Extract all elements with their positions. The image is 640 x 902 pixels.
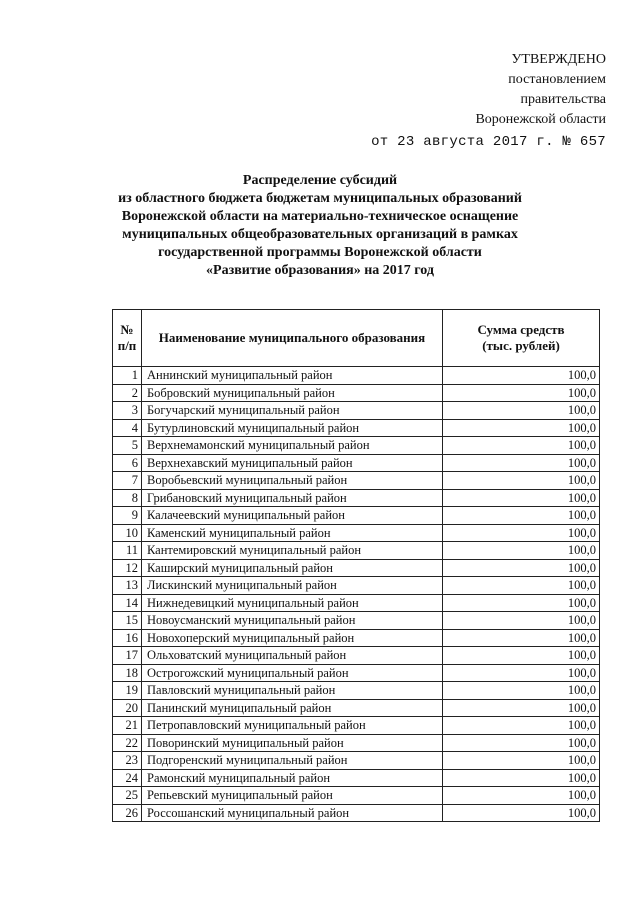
table-row — [113, 734, 600, 752]
subsidy-amount: 100,0 — [443, 787, 600, 805]
municipality-name: Ольховатский муниципальный район — [142, 647, 443, 665]
municipality-name: Новохоперский муниципальный район — [142, 629, 443, 647]
row-number: 21 — [113, 717, 142, 735]
row-number: 16 — [113, 629, 142, 647]
subsidy-amount: 100,0 — [443, 699, 600, 717]
row-number: 25 — [113, 787, 142, 805]
subsidy-amount: 100,0 — [443, 647, 600, 665]
municipality-name: Богучарский муниципальный район — [142, 402, 443, 420]
table-row — [113, 489, 600, 507]
municipality-name: Панинский муниципальный район — [142, 699, 443, 717]
municipality-name: Петропавловский муниципальный район — [142, 717, 443, 735]
header-number: № п/п — [113, 310, 142, 367]
municipality-name: Бутурлиновский муниципальный район — [142, 419, 443, 437]
table-row — [113, 559, 600, 577]
subsidy-amount: 100,0 — [443, 769, 600, 787]
municipality-name: Нижнедевицкий муниципальный район — [142, 594, 443, 612]
row-number: 18 — [113, 664, 142, 682]
approval-heading: УТВЕРЖДЕНО — [511, 52, 606, 67]
municipality-name: Лискинский муниципальный район — [142, 577, 443, 595]
subsidy-amount: 100,0 — [443, 437, 600, 455]
table-row — [113, 402, 600, 420]
municipality-name: Каменский муниципальный район — [142, 524, 443, 542]
subsidy-amount: 100,0 — [443, 612, 600, 630]
title-line-1: Распределение субсидий — [242, 173, 398, 188]
table-row — [113, 804, 600, 822]
row-number: 19 — [113, 682, 142, 700]
title-line-4: муниципальных общеобразовательных организаций в рамках — [122, 227, 518, 242]
row-number: 23 — [113, 752, 142, 770]
subsidy-amount: 100,0 — [443, 734, 600, 752]
table-row — [113, 717, 600, 735]
municipality-name: Новоусманский муниципальный район — [142, 612, 443, 630]
row-number: 12 — [113, 559, 142, 577]
municipality-name: Воробьевский муниципальный район — [142, 472, 443, 490]
subsidy-amount: 100,0 — [443, 594, 600, 612]
subsidy-amount: 100,0 — [443, 559, 600, 577]
row-number: 2 — [113, 384, 142, 402]
municipality-name: Калачеевский муниципальный район — [142, 507, 443, 525]
municipality-name: Грибановский муниципальный район — [142, 489, 443, 507]
document-title — [100, 172, 540, 280]
table-row — [113, 682, 600, 700]
row-number: 24 — [113, 769, 142, 787]
municipality-name: Бобровский муниципальный район — [142, 384, 443, 402]
municipality-name: Кантемировский муниципальный район — [142, 542, 443, 560]
title-line-6: «Развитие образования» на 2017 год — [206, 263, 434, 278]
row-number: 22 — [113, 734, 142, 752]
table-row — [113, 419, 600, 437]
subsidy-amount: 100,0 — [443, 367, 600, 385]
subsidy-amount: 100,0 — [443, 489, 600, 507]
table-row — [113, 577, 600, 595]
row-number: 7 — [113, 472, 142, 490]
table-row — [113, 769, 600, 787]
subsidy-amount: 100,0 — [443, 524, 600, 542]
header-municipality: Наименование муниципального образования — [142, 310, 443, 367]
table-row — [113, 594, 600, 612]
subsidy-amount: 100,0 — [443, 664, 600, 682]
table-row — [113, 437, 600, 455]
table-row — [113, 612, 600, 630]
row-number: 15 — [113, 612, 142, 630]
subsidy-amount: 100,0 — [443, 629, 600, 647]
approval-line-government: правительства — [520, 92, 606, 107]
row-number: 17 — [113, 647, 142, 665]
municipality-name: Подгоренский муниципальный район — [142, 752, 443, 770]
subsidy-amount: 100,0 — [443, 682, 600, 700]
approval-stamp — [371, 50, 606, 152]
subsidy-amount: 100,0 — [443, 752, 600, 770]
municipality-name: Рамонский муниципальный район — [142, 769, 443, 787]
municipality-name: Аннинский муниципальный район — [142, 367, 443, 385]
municipality-name: Павловский муниципальный район — [142, 682, 443, 700]
table-row — [113, 647, 600, 665]
table-row — [113, 454, 600, 472]
municipality-name: Россошанский муниципальный район — [142, 804, 443, 822]
subsidy-amount: 100,0 — [443, 542, 600, 560]
table-header-row — [113, 310, 600, 367]
row-number: 3 — [113, 402, 142, 420]
municipality-name: Каширский муниципальный район — [142, 559, 443, 577]
table-row — [113, 507, 600, 525]
table-row — [113, 472, 600, 490]
title-line-5: государственной программы Воронежской области — [158, 245, 482, 260]
subsidy-table — [112, 309, 600, 822]
row-number: 9 — [113, 507, 142, 525]
approval-date-number: от 23 августа 2017 г. № 657 — [371, 134, 606, 150]
table-row — [113, 629, 600, 647]
subsidy-amount: 100,0 — [443, 472, 600, 490]
municipality-name: Верхнехавский муниципальный район — [142, 454, 443, 472]
subsidy-amount: 100,0 — [443, 717, 600, 735]
subsidy-amount: 100,0 — [443, 402, 600, 420]
subsidy-amount: 100,0 — [443, 804, 600, 822]
row-number: 11 — [113, 542, 142, 560]
table-row — [113, 699, 600, 717]
title-line-2: из областного бюджета бюджетам муниципальных образований — [118, 191, 522, 206]
table-row — [113, 664, 600, 682]
row-number: 14 — [113, 594, 142, 612]
row-number: 13 — [113, 577, 142, 595]
row-number: 5 — [113, 437, 142, 455]
municipality-name: Поворинский муниципальный район — [142, 734, 443, 752]
table-row — [113, 384, 600, 402]
table-row — [113, 367, 600, 385]
approval-line-resolution: постановлением — [508, 72, 606, 87]
table-row — [113, 524, 600, 542]
row-number: 6 — [113, 454, 142, 472]
row-number: 20 — [113, 699, 142, 717]
municipality-name: Репьевский муниципальный район — [142, 787, 443, 805]
row-number: 26 — [113, 804, 142, 822]
subsidy-amount: 100,0 — [443, 384, 600, 402]
subsidy-amount: 100,0 — [443, 507, 600, 525]
subsidy-amount: 100,0 — [443, 419, 600, 437]
header-amount: Сумма средств (тыс. рублей) — [443, 310, 600, 367]
subsidy-amount: 100,0 — [443, 454, 600, 472]
table-body — [113, 367, 600, 822]
table-row — [113, 752, 600, 770]
row-number: 10 — [113, 524, 142, 542]
table-row — [113, 787, 600, 805]
municipality-name: Острогожский муниципальный район — [142, 664, 443, 682]
title-line-3: Воронежской области на материально-техническое оснащение — [121, 209, 519, 224]
subsidy-amount: 100,0 — [443, 577, 600, 595]
row-number: 1 — [113, 367, 142, 385]
municipality-name: Верхнемамонский муниципальный район — [142, 437, 443, 455]
row-number: 8 — [113, 489, 142, 507]
approval-line-region: Воронежской области — [475, 112, 606, 127]
row-number: 4 — [113, 419, 142, 437]
table-row — [113, 542, 600, 560]
